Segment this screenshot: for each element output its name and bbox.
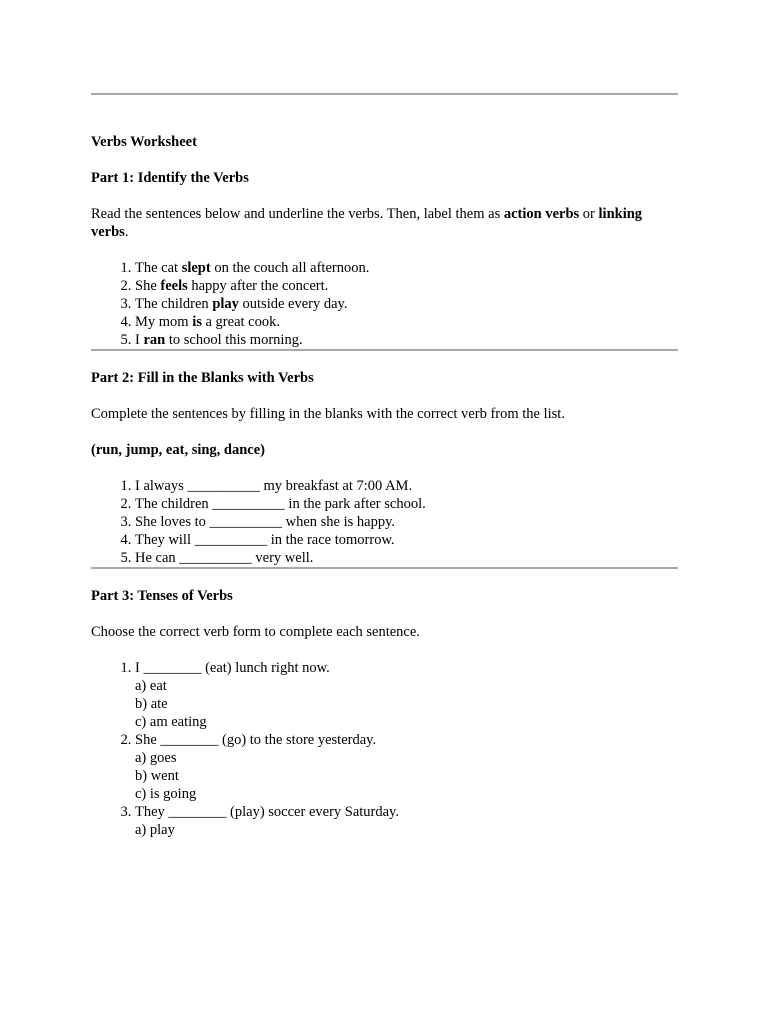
verb-word: ran [143, 332, 166, 348]
question-text: They ________ (play) soccer every Saturday. [135, 804, 399, 820]
part3-instructions: Choose the correct verb form to complete each sentence. [91, 624, 420, 640]
part1-instructions-text-e: . [124, 224, 129, 240]
sentence-text: The children [135, 296, 213, 312]
sentence-text: to school this morning. [165, 332, 303, 348]
sentence-text: I [135, 332, 144, 348]
part2-instructions: Complete the sentences by filling in the blanks with the correct verb from the list. [91, 406, 565, 422]
option-a: a) play [135, 822, 175, 838]
list-item [135, 331, 678, 349]
part1-instructions [91, 205, 678, 241]
part3-heading: Part 3: Tenses of Verbs [91, 588, 233, 604]
option-c: c) am eating [135, 714, 207, 730]
question-item [135, 803, 678, 839]
part1-sentence-list [91, 259, 678, 349]
list-item [135, 313, 678, 331]
option-a: a) eat [135, 678, 167, 694]
part1-heading: Part 1: Identify the Verbs [91, 170, 249, 186]
part1-instructions-text-a: Read the sentences below and underline the verbs. Then, label them as [91, 206, 504, 222]
list-item: 4. They will __________ in the race tomorrow. [135, 531, 678, 549]
option-a: a) goes [135, 750, 177, 766]
verb-word: slept [181, 260, 211, 276]
list-item: 3. She loves to __________ when she is happy. [135, 513, 678, 531]
part2-sentence-list [91, 477, 678, 567]
worksheet-page [91, 93, 678, 839]
list-item: 2. The children __________ in the park after school. [135, 495, 678, 513]
top-divider [91, 93, 678, 95]
sentence-text: happy after the concert. [187, 278, 329, 294]
sentence-text: She [135, 278, 161, 294]
list-item [135, 259, 678, 277]
list-item [135, 295, 678, 313]
sentence-text: a great cook. [201, 314, 280, 330]
sentence-text: The cat [135, 260, 182, 276]
worksheet-title: Verbs Worksheet [91, 134, 197, 150]
verb-word: play [212, 296, 239, 312]
part2-word-list: (run, jump, eat, sing, dance) [91, 442, 266, 458]
part2-heading: Part 2: Fill in the Blanks with Verbs [91, 370, 314, 386]
sentence-text: My mom [135, 314, 193, 330]
part1-instructions-linking-verbs: linking verbs [91, 206, 643, 240]
question-text: I ________ (eat) lunch right now. [135, 660, 330, 676]
part1-instructions-text-c: or [579, 206, 599, 222]
option-c: c) is going [135, 786, 197, 802]
option-list [135, 677, 678, 731]
list-item: 5. He can __________ very well. [135, 549, 678, 567]
option-b: b) went [135, 768, 179, 784]
list-item: 1. I always __________ my breakfast at 7:00 AM. [135, 477, 678, 495]
verb-word: is [192, 314, 202, 330]
sentence-text: outside every day. [238, 296, 348, 312]
question-item [135, 659, 678, 731]
question-text: She ________ (go) to the store yesterday. [135, 732, 377, 748]
option-list [135, 821, 678, 839]
option-list [135, 749, 678, 803]
verb-word: feels [160, 278, 188, 294]
sentence-text: on the couch all afternoon. [210, 260, 370, 276]
part1-instructions-action-verbs: action verbs [503, 206, 580, 222]
part3-question-list [91, 659, 678, 839]
part2-divider [91, 567, 678, 569]
question-item [135, 731, 678, 803]
list-item [135, 277, 678, 295]
option-b: b) ate [135, 696, 168, 712]
part1-divider [91, 349, 678, 351]
